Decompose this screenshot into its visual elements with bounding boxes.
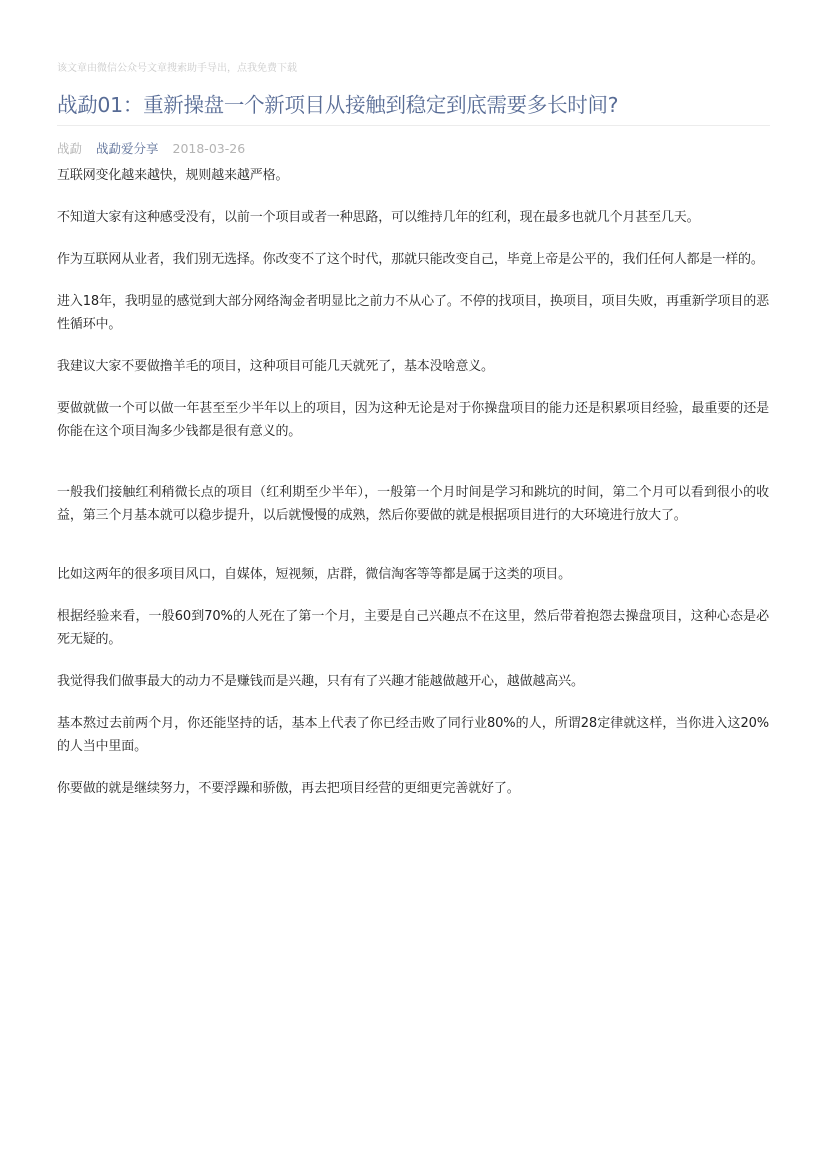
article-title: 战勐01：重新操盘一个新项目从接触到稳定到底需要多长时间? <box>57 93 619 117</box>
account-name-link[interactable]: 战勐爱分享 <box>96 141 159 156</box>
paragraph: 比如这两年的很多项目风口，自媒体，短视频，店群，微信淘客等等都是属于这类的项目。 <box>57 567 572 582</box>
paragraph: 你要做的就是继续努力，不要浮躁和骄傲，再去把项目经营的更细更完善就好了。 <box>57 781 520 796</box>
paragraph: 我觉得我们做事最大的动力不是赚钱而是兴趣，只有有了兴趣才能越做越开心，越做越高兴。 <box>57 674 584 689</box>
article-meta <box>57 141 770 157</box>
title-divider <box>57 125 770 126</box>
paragraph: 基本熬过去前两个月，你还能坚持的话，基本上代表了你已经击败了同行业80%的人，所谓28定律就这样，当你进入这20%的人当中里面。 <box>57 716 769 754</box>
paragraph: 要做就做一个可以做一年甚至至少半年以上的项目，因为这种无论是对于你操盘项目的能力还是积累项目经验，最重要的还是你能在这个项目淘多少钱都是很有意义的。 <box>57 401 769 439</box>
export-notice-link[interactable]: 该文章由微信公众号文章搜索助手导出，点我免费下载 <box>57 63 297 74</box>
paragraph: 作为互联网从业者，我们别无选择。你改变不了这个时代，那就只能改变自己，毕竟上帝是公平的，我们任何人都是一样的。 <box>57 252 764 267</box>
paragraph: 不知道大家有这种感受没有，以前一个项目或者一种思路，可以维持几年的红利，现在最多也就几个月甚至几天。 <box>57 210 700 225</box>
paragraph: 进入18年，我明显的感觉到大部分网络淘金者明显比之前力不从心了。不停的找项目，换项目，项目失败，再重新学项目的恶性循环中。 <box>57 294 769 332</box>
paragraph: 根据经验来看，一般60到70%的人死在了第一个月，主要是自己兴趣点不在这里，然后带着抱怨去操盘项目，这种心态是必死无疑的。 <box>57 609 769 647</box>
publish-date: 2018-03-26 <box>172 141 246 156</box>
article-body <box>57 164 769 800</box>
paragraph: 互联网变化越来越快，规则越来越严格。 <box>57 168 289 183</box>
paragraph: 我建议大家不要做撸羊毛的项目，这种项目可能几天就死了，基本没啥意义。 <box>57 359 494 374</box>
paragraph: 一般我们接触红利稍微长点的项目（红利期至少半年），一般第一个月时间是学习和跳坑的时间，第二个月可以看到很小的收益，第三个月基本就可以稳步提升，以后就慢慢的成熟，然后你要做的就是根据项目进行的大环境进行放大了。 <box>57 485 769 523</box>
author-name: 战勐 <box>57 141 83 156</box>
